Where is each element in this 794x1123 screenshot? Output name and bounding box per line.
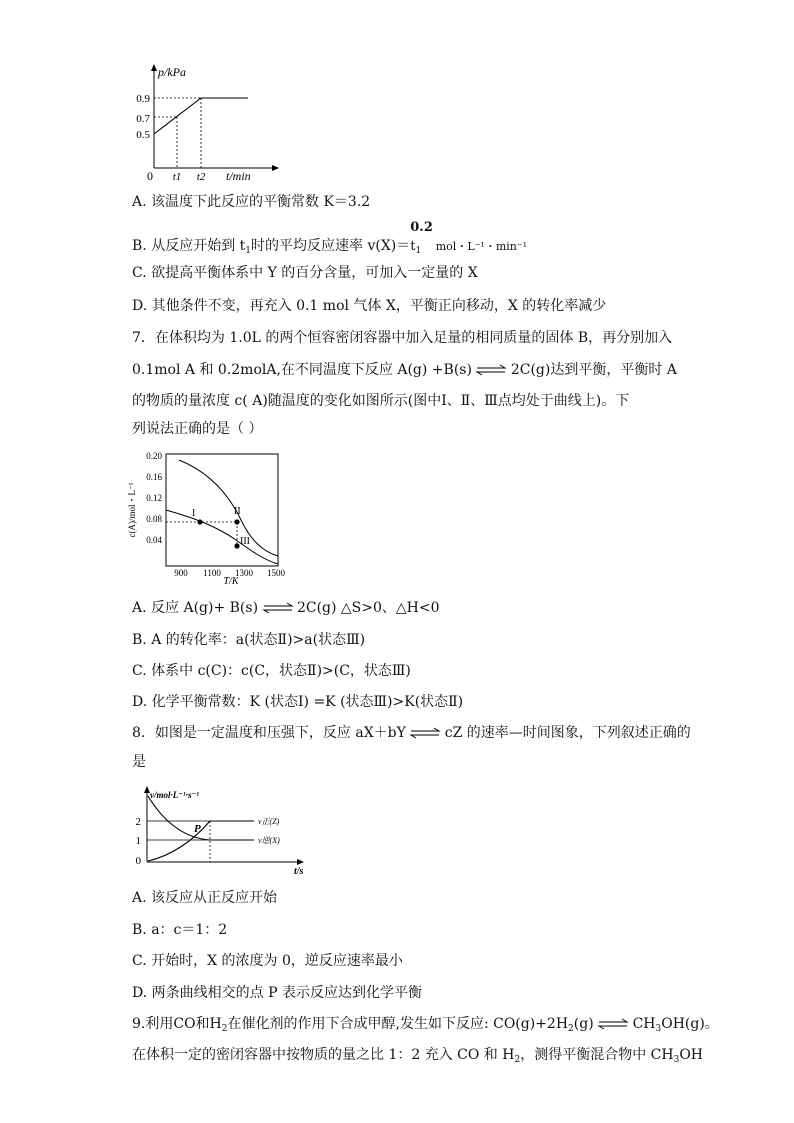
svg-text:0.08: 0.08 — [146, 514, 162, 524]
point-II — [234, 519, 239, 524]
reversible-arrow — [410, 728, 440, 738]
y-tick-0.9: 0.9 — [136, 93, 150, 105]
y-tick-0.5: 0.5 — [136, 129, 150, 141]
q8-stem-line1: 8．如图是一定温度和压强下，反应 aX＋bY cZ 的速率—时间图象，下列叙述正确的 — [132, 725, 691, 741]
q6-option-b: B. 从反应开始到 $t_1$时的平均反应速率 v(X)＝ 0.2 $t_1$ mol・L⁻¹・min⁻¹ — [132, 220, 528, 256]
q9-stem-line2: 在体积一定的密闭容器中按物质的量之比 1：2 充入 CO 和 $H_2$，测得平衡混合物中 $CH_3OH$ — [132, 1047, 703, 1065]
q7-option-a: A. 反应 A(g)+ B(s) 2C(g) △S>0、△H<0 — [132, 600, 440, 616]
reversible-arrow — [263, 603, 293, 613]
y-axis-label: v/mol·L⁻¹·s⁻¹ — [150, 790, 199, 800]
x-axis-label: T/K — [223, 576, 239, 587]
svg-text:1300: 1300 — [235, 568, 253, 578]
point-P-label: P — [194, 823, 201, 835]
upper-curve-label: v正(Z) — [258, 817, 280, 826]
svg-text:0.16: 0.16 — [146, 472, 162, 482]
q8-option-a: A. 该反应从正反应开始 — [132, 890, 278, 906]
q8-option-d: D. 两条曲线相交的点 P 表示反应达到化学平衡 — [132, 985, 422, 1001]
rate-time-figure — [130, 782, 310, 878]
y-tick-0.7: 0.7 — [136, 113, 150, 125]
x-axis-arrow — [297, 859, 304, 865]
svg-text:0.04: 0.04 — [146, 535, 162, 545]
q7-option-c: C. 体系中 c(C)：c(C，状态Ⅱ)>(C，状态Ⅲ) — [132, 663, 411, 679]
q7-stem-line2: 0.1mol A 和 0.2molA,在不同温度下反应 A(g) +B(s) 2C(g)达到平衡，平衡时 A — [132, 362, 677, 378]
fraction-numerator: 0.2 — [410, 220, 433, 235]
plot-frame — [166, 454, 278, 566]
x-tick-t2: t2 — [196, 171, 206, 183]
q8-option-b: B. a：c＝1：2 — [132, 922, 228, 938]
y-tick-0: 0 — [135, 855, 141, 867]
y-tick-1: 1 — [135, 835, 141, 847]
reversible-arrow — [476, 365, 506, 375]
svg-text:900: 900 — [174, 568, 188, 578]
svg-text:0.12: 0.12 — [146, 493, 162, 503]
origin-label: 0 — [147, 169, 153, 183]
reverse-rate-curve — [148, 821, 254, 861]
lower-curve — [166, 510, 278, 564]
lower-curve-label: v逆(X) — [258, 836, 280, 845]
x-axis-label: t/s — [294, 866, 304, 877]
q7-option-b: B. A 的转化率：a(状态Ⅱ)>a(状态Ⅲ) — [132, 632, 366, 648]
y-axis-arrow — [151, 64, 157, 71]
y-axis-label: c(A)/mol・L⁻¹ — [127, 482, 137, 538]
svg-text:0.20: 0.20 — [146, 451, 162, 461]
point-III — [234, 543, 239, 548]
y-ticks — [146, 451, 162, 545]
reversible-arrow — [598, 1019, 628, 1029]
point-I — [197, 519, 202, 524]
svg-text:1500: 1500 — [267, 568, 285, 578]
q6-option-c: C. 欲提高平衡体系中 Y 的百分含量，可加入一定量的 X — [132, 265, 478, 281]
q6-option-a: A. 该温度下此反应的平衡常数 K＝3.2 — [132, 194, 371, 210]
q7-option-d: D. 化学平衡常数：K (状态Ⅰ) =K (状态Ⅲ)>K(状态Ⅱ) — [132, 694, 464, 710]
concentration-temperature-figure — [124, 448, 294, 588]
q8-stem-line2: 是 — [132, 754, 146, 770]
q7-stem-line1: 7．在体积均为 1.0L 的两个恒容密闭容器中加入足量的相同质量的固体 B，再分别加入 — [132, 330, 673, 346]
q7-stem-line3: 的物质的量浓度 c( A)随温度的变化如图所示(图中Ⅰ、Ⅱ、Ⅲ点均处于曲线上)。下 — [132, 393, 630, 409]
label-III: III — [240, 536, 250, 547]
x-tick-t1: t1 — [172, 171, 182, 183]
q8-option-c: C. 开始时，X 的浓度为 0，逆反应速率最小 — [132, 953, 403, 969]
x-axis-label: t/min — [226, 169, 251, 183]
y-tick-2: 2 — [135, 816, 141, 828]
x-axis-arrow — [272, 165, 279, 171]
forward-rate-curve — [148, 796, 254, 840]
label-II: II — [234, 506, 241, 517]
pressure-time-figure — [136, 58, 290, 183]
q7-stem-line4: 列说法正确的是（ ） — [132, 421, 263, 437]
q9-stem-line1: 9.利用CO和$H_2$在催化剂的作用下合成甲醇,发生如下反应: $CO(g)+2H_2(g)$ $CH_3OH(g)$。 — [132, 1016, 719, 1034]
svg-text:1100: 1100 — [203, 568, 221, 578]
y-axis-label: p/kPa — [158, 65, 186, 79]
q6-option-d: D. 其他条件不变，再充入 0.1 mol 气体 X，平衡正向移动，X 的转化率减少 — [132, 298, 607, 314]
fraction-denominator: $t_1$ — [410, 239, 422, 256]
label-I: I — [192, 508, 196, 519]
